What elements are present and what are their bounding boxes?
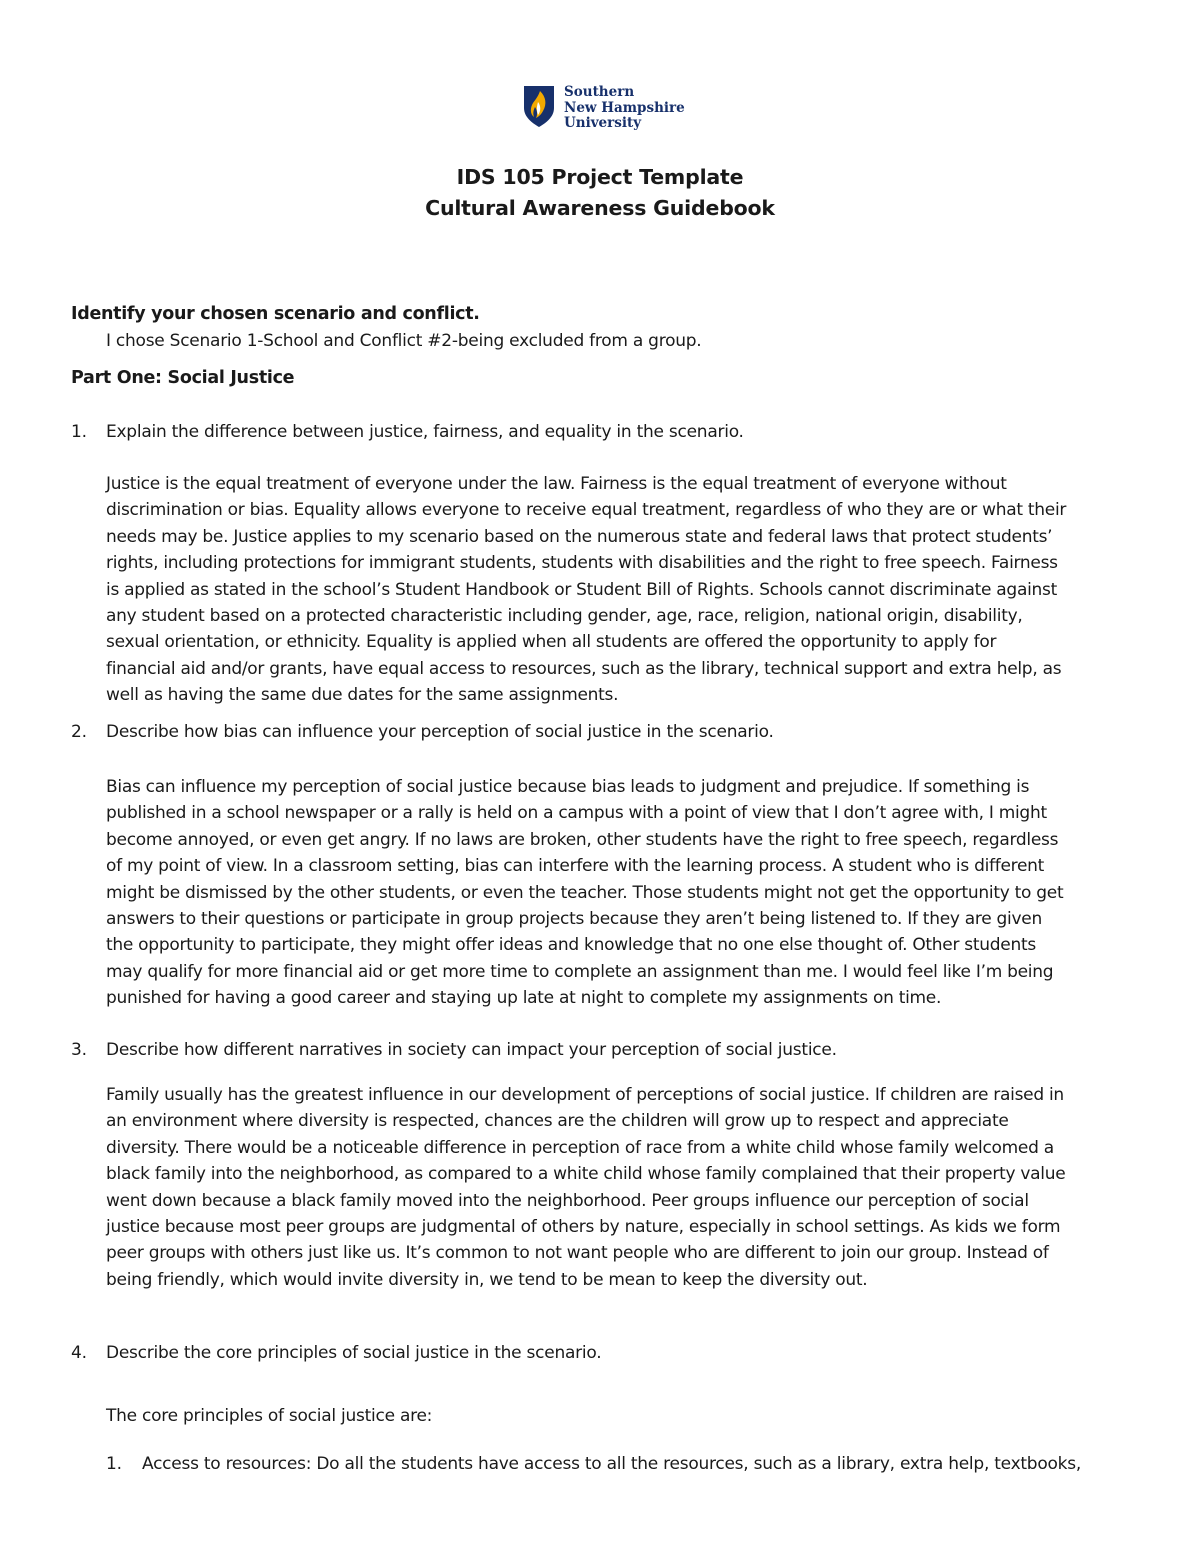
question-4-intro: The core principles of social justice are: — [106, 1406, 433, 1426]
answer-line: needs may be. Justice applies to my scenario based on the numerous state and federal laws that protect students’ — [106, 526, 1053, 547]
question-1-answer — [106, 471, 1136, 709]
answer-line: might be dismissed by the other students, or even the teacher. Those students might not get the opportunity to get — [106, 882, 1064, 903]
page-title: IDS 105 Project Template — [456, 165, 744, 189]
question-4-number: 4. — [71, 1343, 87, 1363]
answer-line: published in a school newspaper or a rally is held on a campus with a point of view that I don’t agree with, I might — [106, 803, 1047, 824]
scenario-answer: I chose Scenario 1-School and Conflict #2-being excluded from a group. — [106, 331, 702, 351]
answer-line: answers to their questions or participate in group projects because they aren’t being listened to. If they are given — [106, 909, 1042, 930]
answer-line: may qualify for more financial aid or get more time to complete an assignment than me. I would feel like I’m being — [106, 961, 1054, 982]
answer-line: any student based on a protected characteristic including gender, age, race, religion, national origin, disability, — [106, 606, 1023, 627]
answer-line: Family usually has the greatest influence in our development of perceptions of social justice. If children are raised in — [106, 1085, 1064, 1105]
answer-line: being friendly, which would invite diversity in, we tend to be mean to keep the diversity out. — [106, 1269, 868, 1290]
answer-line: is applied as stated in the school’s Student Handbook or Student Bill of Rights. Schools cannot discriminate against — [106, 579, 1057, 600]
answer-line: went down because a black family moved into the neighborhood. Peer groups influence our perception of social — [106, 1190, 1029, 1211]
question-3-answer — [106, 1082, 1136, 1293]
snhu-wordmark — [564, 85, 685, 132]
answer-line: an environment where diversity is respected, chances are the children will grow up to respect and appreciate — [106, 1111, 1009, 1132]
snhu-logo — [522, 84, 685, 132]
page-subtitle: Cultural Awareness Guidebook — [425, 196, 775, 220]
question-1-number: 1. — [71, 422, 87, 442]
answer-line: diversity. There would be a noticeable difference in perception of race from a white child whose family welcomed a — [106, 1137, 1054, 1158]
sub-item-1-number: 1. — [106, 1454, 122, 1474]
question-4-prompt: Describe the core principles of social justice in the scenario. — [106, 1343, 602, 1363]
question-2-answer — [106, 774, 1136, 1012]
answer-line: discrimination or bias. Equality allows everyone to receive equal treatment, regardless of who they are or what their — [106, 500, 1067, 521]
answer-line: rights, including protections for immigrant students, students with disabilities and the right to free speech. Fairness — [106, 553, 1058, 574]
answer-line: Bias can influence my perception of social justice because bias leads to judgment and prejudice. If something is — [106, 777, 1030, 797]
answer-line: justice because most peer groups are judgmental of others by nature, especially in school settings. As kids we form — [106, 1217, 1061, 1238]
answer-line: the opportunity to participate, they might offer ideas and knowledge that no one else thought of. Other students — [106, 935, 1036, 956]
question-2-prompt: Describe how bias can influence your perception of social justice in the scenario. — [106, 722, 774, 742]
answer-line: well as having the same due dates for the same assignments. — [106, 685, 619, 706]
logo-line-3: University — [564, 115, 642, 131]
logo-line-1: Southern — [564, 84, 635, 100]
scenario-heading: Identify your chosen scenario and conflict. — [71, 304, 480, 324]
question-2-number: 2. — [71, 722, 87, 742]
answer-line: sexual orientation, or ethnicity. Equality is applied when all students are offered the opportunity to apply for — [106, 632, 997, 653]
part-one-heading: Part One: Social Justice — [71, 368, 295, 388]
answer-line: Justice is the equal treatment of everyone under the law. Fairness is the equal treatment of everyone without — [106, 474, 1007, 494]
answer-line: punished for having a good career and staying up late at night to complete my assignments on time. — [106, 988, 942, 1009]
question-1-prompt: Explain the difference between justice, fairness, and equality in the scenario. — [106, 422, 744, 442]
sub-item-1-text: Access to resources: Do all the students have access to all the resources, such as a library, extra help, textbooks, — [142, 1454, 1081, 1474]
answer-line: financial aid and/or grants, have equal access to resources, such as the library, technical support and extra help, as — [106, 658, 1062, 679]
answer-line: of my point of view. In a classroom setting, bias can interfere with the learning process. A student who is different — [106, 856, 1045, 877]
snhu-shield-icon — [522, 84, 556, 128]
answer-line: black family into the neighborhood, as compared to a white child whose family complained that their property value — [106, 1164, 1066, 1185]
logo-line-2: New Hampshire — [564, 99, 685, 116]
question-3-prompt: Describe how different narratives in society can impact your perception of social justice. — [106, 1040, 837, 1060]
question-3-number: 3. — [71, 1040, 87, 1060]
answer-line: peer groups with others just like us. It’s common to not want people who are different to join our group. Instead of — [106, 1243, 1049, 1264]
answer-line: become annoyed, or even get angry. If no laws are broken, other students have the right to free speech, regardless — [106, 829, 1059, 850]
